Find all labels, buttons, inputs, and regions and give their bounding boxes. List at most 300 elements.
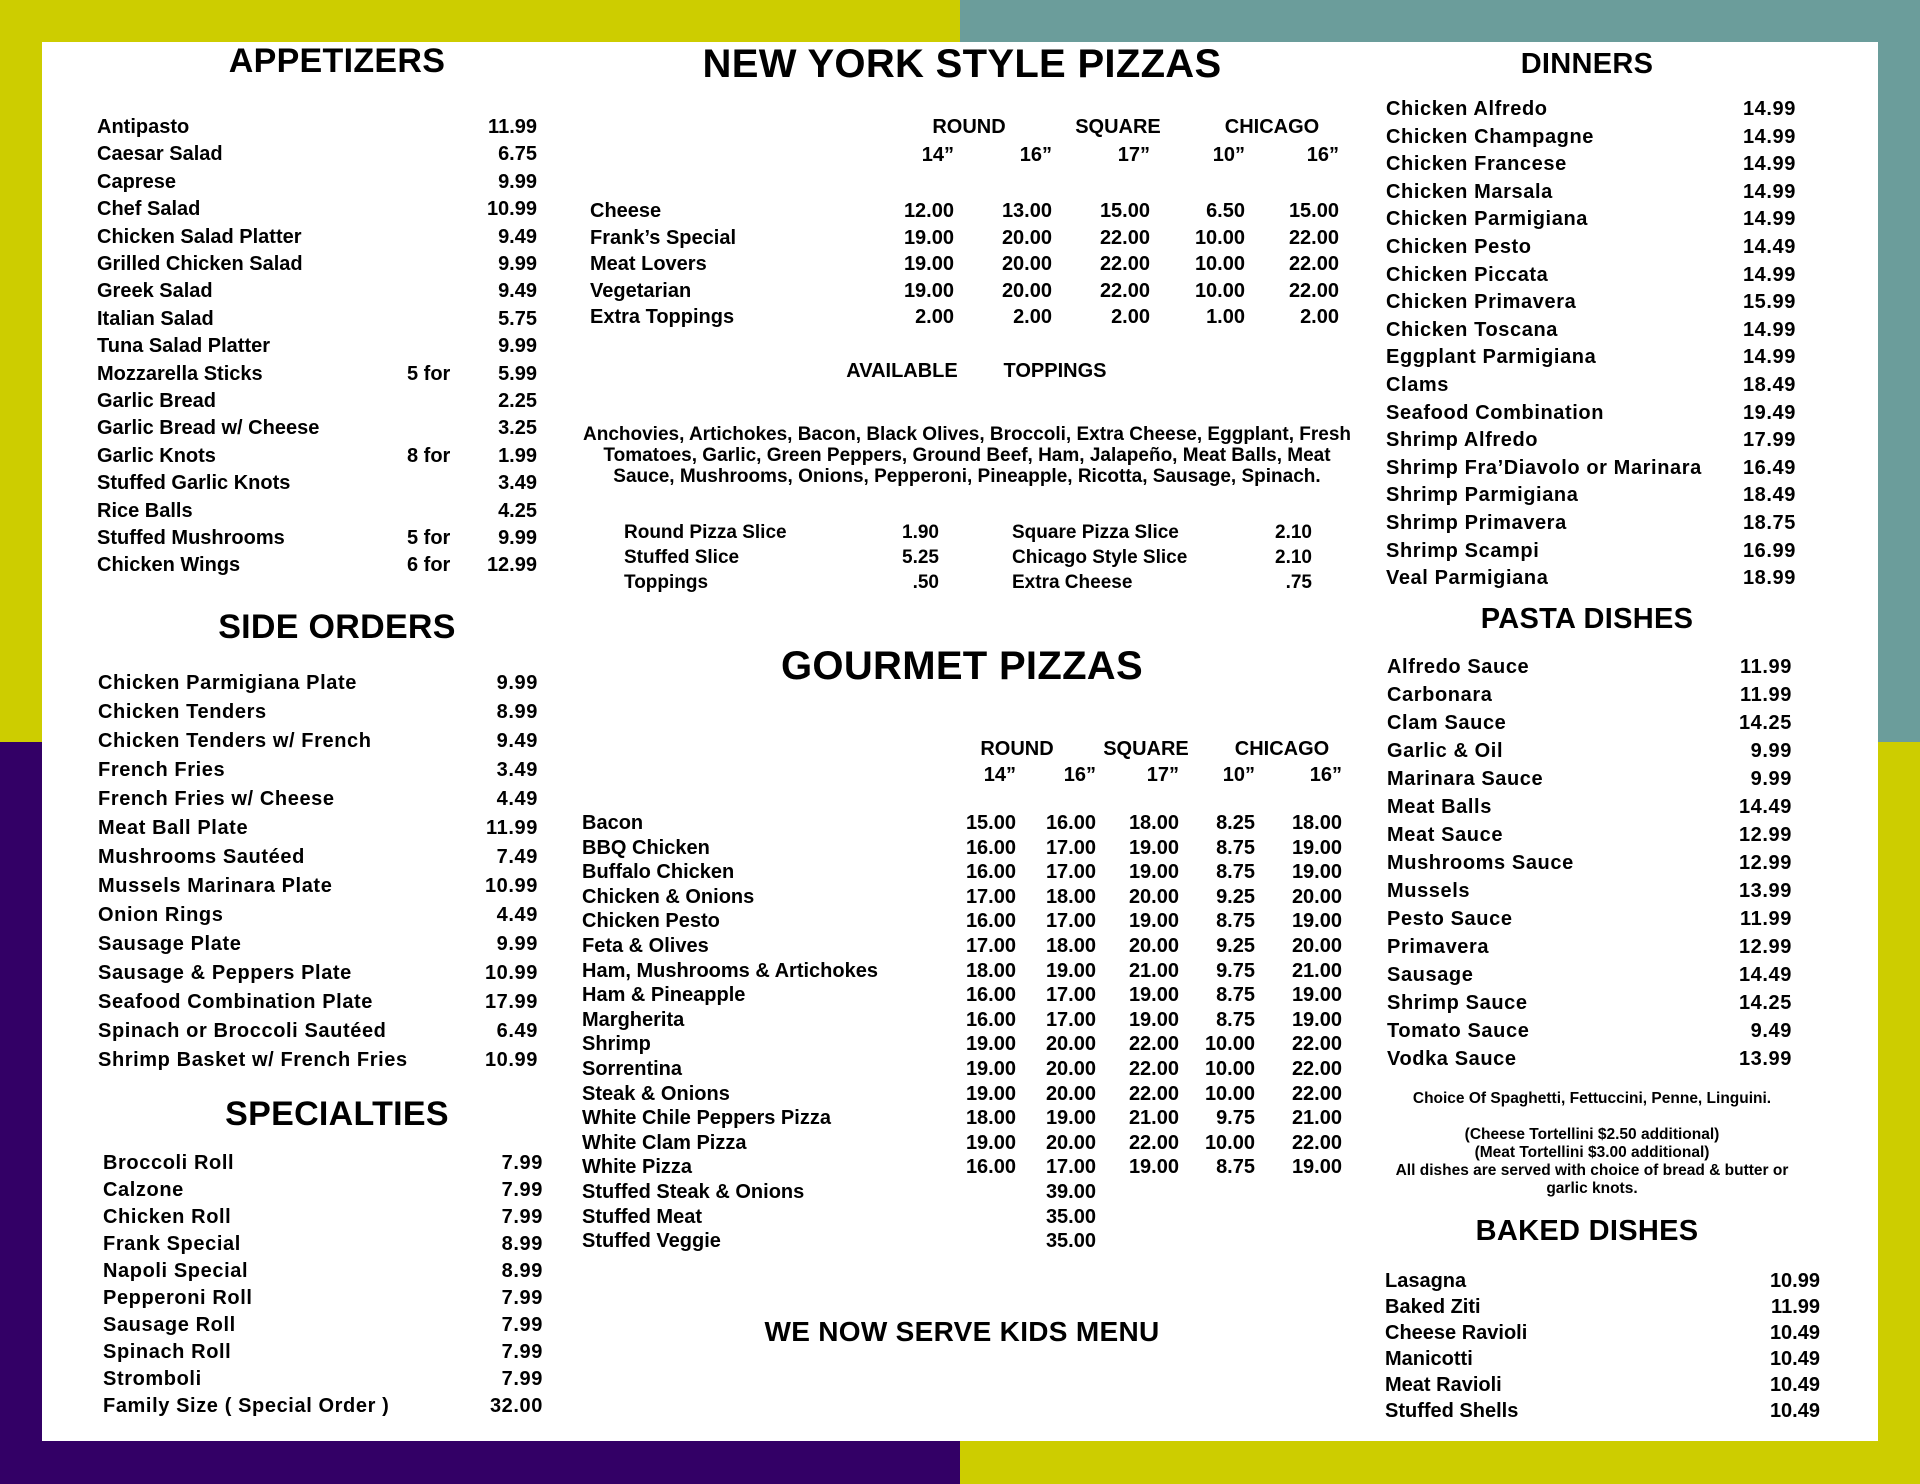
- toppings-title-available: AVAILABLE: [846, 360, 958, 382]
- item-name: Clam Sauce: [1387, 712, 1507, 734]
- kids-menu-note: WE NOW SERVE KIDS MENU: [764, 1316, 1160, 1347]
- pizza-price: 22.00: [1291, 1033, 1342, 1056]
- pizza-price: 19.00: [1291, 836, 1342, 859]
- baked-row: [1385, 1348, 1820, 1371]
- pizza-name: Bacon: [582, 812, 644, 834]
- pizza-price: 19.00: [1291, 984, 1342, 1007]
- item-name: Family Size ( Special Order ): [103, 1395, 390, 1417]
- item-price: 11.99: [1740, 908, 1792, 930]
- pizza-price: 22.00: [1128, 1058, 1179, 1080]
- item-name: Stromboli: [103, 1368, 202, 1390]
- item-price: 16.99: [1742, 539, 1796, 562]
- pizza-price: 18.00: [1045, 885, 1096, 908]
- pizza-price: 19.00: [903, 279, 954, 302]
- dinner-row: [1386, 291, 1796, 314]
- pizza-price: 20.00: [1045, 1033, 1096, 1056]
- slice-row: [1012, 547, 1312, 569]
- pizza-price: 2.00: [1300, 306, 1339, 328]
- pizza-price: 13.00: [1001, 200, 1052, 222]
- pizza-price: 8.75: [1216, 1008, 1255, 1031]
- dinner-row: [1386, 567, 1796, 590]
- appetizer-row: [97, 417, 537, 440]
- dinner-row: [1386, 153, 1796, 176]
- item-name: Calzone: [103, 1179, 184, 1201]
- gourmet-pizzas-title: GOURMET PIZZAS: [781, 644, 1143, 688]
- item-price: 10.99: [484, 875, 538, 897]
- appetizer-row: [97, 472, 537, 495]
- item-price: 3.25: [498, 417, 537, 440]
- item-count: 8 for: [407, 444, 451, 467]
- pizza-price: 2.00: [1111, 306, 1150, 328]
- pizza-name: Chicken & Onions: [582, 885, 755, 908]
- item-name: Chicken Tenders w/ French: [98, 730, 372, 752]
- slice-price: .75: [1285, 572, 1312, 593]
- pizza-price: 20.00: [1128, 885, 1179, 908]
- side-order-row: [98, 730, 538, 753]
- pizza-price: 19.00: [1291, 1156, 1342, 1179]
- pizza-name: Extra Toppings: [590, 306, 735, 328]
- item-price: 14.99: [1742, 346, 1796, 369]
- pasta-row: [1387, 880, 1792, 903]
- item-name: Pepperoni Roll: [103, 1287, 253, 1309]
- pizza-name: Meat Lovers: [590, 253, 707, 275]
- item-name: Napoli Special: [103, 1260, 249, 1282]
- pizza-price: 39.00: [1045, 1181, 1096, 1203]
- pizza-price: 15.00: [1288, 200, 1339, 222]
- item-price: 10.49: [1769, 1348, 1820, 1370]
- item-name: Caprese: [97, 170, 176, 193]
- item-name: Clams: [1386, 374, 1450, 396]
- item-price: 7.99: [501, 1341, 543, 1363]
- side-order-row: [98, 701, 538, 724]
- item-name: French Fries: [98, 759, 226, 781]
- item-name: Shrimp Alfredo: [1386, 429, 1539, 452]
- pizza-size-label: 16”: [1063, 764, 1096, 786]
- specialties-title: SPECIALTIES: [225, 1095, 449, 1133]
- item-price: 8.99: [501, 1260, 543, 1282]
- pizza-price: 18.00: [1128, 812, 1179, 834]
- pizza-price: 22.00: [1128, 1082, 1179, 1105]
- pizza-price: 10.00: [1204, 1131, 1255, 1154]
- specialty-row: [103, 1314, 543, 1337]
- pizza-price: 21.00: [1291, 1107, 1342, 1130]
- item-price: 32.00: [489, 1395, 543, 1417]
- pizza-price: 16.00: [965, 861, 1016, 884]
- item-name: Shrimp Sauce: [1387, 992, 1528, 1014]
- item-price: 9.49: [498, 225, 537, 248]
- item-price: 14.25: [1738, 992, 1792, 1014]
- item-price: 8.99: [496, 701, 538, 723]
- dinner-row: [1386, 319, 1796, 342]
- item-price: 14.25: [1738, 712, 1792, 734]
- item-name: French Fries w/ Cheese: [98, 788, 335, 810]
- dinner-row: [1386, 457, 1796, 480]
- pizza-price: 9.75: [1216, 1107, 1255, 1130]
- pizza-name: Vegetarian: [590, 279, 692, 302]
- item-name: Chicken Wings: [97, 554, 241, 577]
- dinner-row: [1386, 540, 1796, 563]
- item-name: Carbonara: [1387, 684, 1493, 706]
- item-name: Spinach or Broccoli Sautéed: [98, 1020, 387, 1042]
- pizza-size-label: 14”: [983, 764, 1016, 786]
- item-name: Greek Salad: [97, 280, 213, 303]
- item-price: 18.49: [1742, 484, 1796, 507]
- item-price: 9.99: [498, 170, 537, 193]
- pizza-price: 19.00: [903, 226, 954, 249]
- slice-name: Round Pizza Slice: [624, 522, 787, 543]
- pizza-price: 8.75: [1216, 910, 1255, 933]
- slice-row: [624, 572, 939, 594]
- item-name: Chicken Alfredo: [1386, 98, 1548, 120]
- pasta-note-meat-tortellini: (Meat Tortellini $3.00 additional): [1474, 1144, 1710, 1161]
- baked-row: [1385, 1322, 1820, 1345]
- appetizer-row: [97, 554, 537, 577]
- pizza-group-label: CHICAGO: [1224, 116, 1320, 138]
- item-name: Mozzarella Sticks: [97, 362, 263, 385]
- specialty-row: [103, 1287, 543, 1310]
- pizza-price: 18.00: [1291, 812, 1342, 834]
- pasta-row: [1387, 768, 1792, 791]
- pizza-price: 10.00: [1194, 226, 1245, 249]
- item-name: Meat Balls: [1387, 796, 1492, 818]
- pizza-price: 22.00: [1128, 1033, 1179, 1056]
- item-price: 9.49: [1750, 1020, 1792, 1042]
- item-price: 10.99: [1769, 1270, 1820, 1292]
- pizza-price: 20.00: [1291, 935, 1342, 957]
- pizza-price: 16.00: [965, 910, 1016, 933]
- item-price: 18.75: [1742, 512, 1796, 534]
- item-name: Chicken Salad Platter: [97, 225, 302, 248]
- dinner-row: [1386, 126, 1796, 149]
- pizza-group-label: SQUARE: [1075, 116, 1161, 138]
- pasta-row: [1387, 1020, 1792, 1043]
- item-price: 4.49: [496, 788, 538, 810]
- dinners-title: DINNERS: [1520, 48, 1654, 80]
- pizza-price: 16.00: [965, 836, 1016, 859]
- menu-panel: [42, 42, 1878, 1441]
- pizza-price: 8.75: [1216, 861, 1255, 884]
- pasta-row: [1387, 684, 1792, 707]
- item-price: 12.99: [486, 554, 537, 577]
- pizza-price: 20.00: [1001, 226, 1052, 249]
- dinner-row: [1386, 346, 1796, 369]
- pasta-row: [1387, 992, 1792, 1015]
- item-price: 6.49: [496, 1020, 538, 1042]
- item-price: 14.99: [1742, 180, 1796, 203]
- item-price: 14.49: [1738, 964, 1792, 986]
- pasta-row: [1387, 656, 1792, 679]
- item-price: 7.99: [501, 1314, 543, 1336]
- pizza-price: 19.00: [1291, 910, 1342, 933]
- item-price: 11.99: [488, 116, 537, 138]
- pizza-price: 20.00: [1045, 1082, 1096, 1105]
- pizza-price: 19.00: [1045, 959, 1096, 982]
- item-name: Chicken Marsala: [1386, 180, 1553, 203]
- item-price: 17.99: [484, 991, 538, 1013]
- item-name: Marinara Sauce: [1387, 768, 1544, 790]
- dinner-row: [1386, 181, 1796, 204]
- pizza-price: 8.75: [1216, 1156, 1255, 1179]
- dinner-row: [1386, 208, 1796, 231]
- item-name: Shrimp Basket w/ French Fries: [98, 1049, 408, 1071]
- pasta-row: [1387, 740, 1792, 763]
- pizza-price: 17.00: [1045, 910, 1096, 933]
- pizza-name: Shrimp: [582, 1033, 651, 1056]
- item-price: 2.25: [498, 390, 537, 412]
- pizza-price: 9.75: [1216, 959, 1255, 982]
- pasta-row: [1387, 1048, 1792, 1071]
- item-name: Stuffed Shells: [1385, 1400, 1519, 1422]
- pasta-title: PASTA DISHES: [1480, 603, 1694, 635]
- item-name: Frank Special: [103, 1233, 241, 1255]
- item-name: Chicken Pesto: [1386, 236, 1532, 258]
- item-price: 16.49: [1742, 456, 1796, 479]
- dinner-row: [1386, 264, 1796, 287]
- item-name: Mushrooms Sauce: [1387, 852, 1574, 874]
- pizza-size-label: 16”: [1306, 144, 1339, 166]
- pizza-name: White Chile Peppers Pizza: [582, 1107, 831, 1130]
- pizza-price: 19.00: [1128, 910, 1179, 933]
- pizza-size-label: 17”: [1146, 764, 1179, 786]
- item-name: Garlic & Oil: [1387, 740, 1504, 762]
- pizza-price: 9.25: [1216, 885, 1255, 908]
- item-price: 10.49: [1769, 1400, 1820, 1422]
- item-count: 5 for: [407, 362, 451, 385]
- pizza-size-label: 10”: [1222, 764, 1255, 786]
- item-price: 10.49: [1769, 1322, 1820, 1344]
- pizza-price: 19.00: [1045, 1107, 1096, 1130]
- item-name: Stuffed Garlic Knots: [97, 472, 291, 495]
- item-name: Onion Rings: [98, 904, 224, 926]
- appetizer-row: [97, 171, 537, 194]
- item-price: 10.99: [484, 1049, 538, 1071]
- item-name: Primavera: [1387, 936, 1490, 958]
- item-name: Sausage Plate: [98, 933, 242, 955]
- item-count: 6 for: [407, 554, 451, 577]
- item-name: Chicken Primavera: [1386, 291, 1577, 314]
- side-order-row: [98, 759, 538, 782]
- pizza-size-label: 16”: [1019, 144, 1052, 166]
- item-name: Baked Ziti: [1385, 1296, 1481, 1318]
- item-name: Meat Ravioli: [1385, 1374, 1502, 1396]
- pizza-price: 10.00: [1194, 253, 1245, 275]
- item-name: Manicotti: [1385, 1348, 1473, 1370]
- item-price: 10.49: [1769, 1374, 1820, 1396]
- pizza-name: Cheese: [590, 200, 662, 222]
- pasta-row: [1387, 964, 1792, 987]
- item-name: Alfredo Sauce: [1387, 656, 1530, 678]
- item-price: 11.99: [1740, 656, 1792, 678]
- pizza-price: 22.00: [1128, 1131, 1179, 1154]
- dinner-row: [1386, 512, 1796, 535]
- pizza-price: 18.00: [965, 959, 1016, 982]
- baked-row: [1385, 1270, 1820, 1293]
- item-count: 5 for: [407, 527, 451, 549]
- pizza-price: 8.75: [1216, 984, 1255, 1007]
- dinner-row: [1386, 402, 1796, 425]
- item-name: Tuna Salad Platter: [97, 335, 271, 358]
- pizza-name: Stuffed Steak & Onions: [582, 1181, 805, 1203]
- pizza-price: 19.00: [903, 253, 954, 275]
- pizza-price: 35.00: [1045, 1205, 1096, 1228]
- pizza-price: 8.25: [1216, 812, 1255, 834]
- pizza-price: 20.00: [1001, 279, 1052, 302]
- pizza-price: 17.00: [1045, 861, 1096, 884]
- slice-name: Extra Cheese: [1012, 572, 1133, 593]
- pizza-price: 10.00: [1204, 1033, 1255, 1056]
- pizza-price: 8.75: [1216, 836, 1255, 859]
- pizza-name: Chicken Pesto: [582, 910, 720, 933]
- pizza-price: 19.00: [1128, 836, 1179, 859]
- pizza-price: 20.00: [1291, 885, 1342, 908]
- pizza-name: White Pizza: [582, 1156, 693, 1179]
- item-price: 14.49: [1738, 796, 1792, 818]
- appetizer-row: [97, 363, 537, 386]
- pasta-row: [1387, 908, 1792, 931]
- item-price: 12.99: [1738, 824, 1792, 846]
- slice-price: 2.10: [1275, 522, 1312, 543]
- pizza-price: 16.00: [965, 1156, 1016, 1179]
- pizza-group-label: SQUARE: [1103, 738, 1189, 760]
- pizza-price: 2.00: [1013, 306, 1052, 328]
- item-price: 14.99: [1742, 98, 1796, 120]
- item-name: Mussels: [1387, 880, 1471, 902]
- pizza-price: 18.00: [965, 1107, 1016, 1130]
- item-price: 9.49: [496, 730, 538, 752]
- item-price: 9.99: [496, 672, 538, 694]
- side-order-row: [98, 788, 538, 811]
- pizza-name: White Clam Pizza: [582, 1131, 747, 1154]
- item-name: Broccoli Roll: [103, 1152, 235, 1174]
- dinner-row: [1386, 236, 1796, 259]
- item-price: 15.99: [1742, 291, 1796, 314]
- pizza-price: 6.50: [1206, 200, 1245, 222]
- pizza-name: Buffalo Chicken: [582, 861, 735, 884]
- pizza-price: 20.00: [1128, 935, 1179, 957]
- pizza-price: 17.00: [1045, 1156, 1096, 1179]
- item-price: 17.99: [1742, 429, 1796, 452]
- item-name: Veal Parmigiana: [1386, 567, 1549, 590]
- dinner-row: [1386, 98, 1796, 121]
- item-name: Sausage & Peppers Plate: [98, 962, 352, 984]
- dinner-row: [1386, 484, 1796, 507]
- item-name: Chicken Tenders: [98, 701, 267, 723]
- item-name: Chicken Toscana: [1386, 318, 1559, 341]
- slice-row: [1012, 572, 1312, 594]
- ny-pizzas-title: NEW YORK STYLE PIZZAS: [702, 42, 1222, 86]
- pizza-price: 19.00: [1291, 861, 1342, 884]
- pizza-price: 21.00: [1128, 959, 1179, 982]
- pizza-price: 22.00: [1099, 226, 1150, 249]
- item-price: 19.49: [1742, 401, 1796, 424]
- pizza-price: 19.00: [965, 1058, 1016, 1080]
- pizza-price: 22.00: [1288, 279, 1339, 302]
- item-price: 7.99: [501, 1179, 543, 1201]
- pizza-price: 19.00: [1128, 861, 1179, 884]
- item-name: Vodka Sauce: [1387, 1048, 1517, 1070]
- pizza-price: 22.00: [1291, 1131, 1342, 1154]
- pasta-note-choice: Choice Of Spaghetti, Fettuccini, Penne, Linguini.: [1412, 1090, 1772, 1107]
- toppings-list-text: Anchovies, Artichokes, Bacon, Black Olives, Broccoli, Extra Cheese, Eggplant, Fresh Tomatoes, Garlic, Green Peppers, Ground Beef, Ham, Jalapeño, Meat Balls, Meat Sauce, Mushrooms, Onions, Pepperoni, Pineapple, Ricotta, Sausage, Spinach.: [583, 424, 1351, 487]
- item-name: Spinach Roll: [103, 1341, 232, 1363]
- item-name: Shrimp Primavera: [1386, 512, 1567, 534]
- pizza-size-label: 14”: [921, 144, 954, 166]
- item-price: 14.99: [1742, 318, 1796, 341]
- pizza-price: 16.00: [965, 1008, 1016, 1031]
- item-name: Caesar Salad: [97, 143, 223, 166]
- specialty-row: [103, 1395, 543, 1418]
- item-price: 13.99: [1738, 880, 1792, 902]
- slice-price: 2.10: [1275, 547, 1312, 568]
- pizza-price: 10.00: [1204, 1082, 1255, 1105]
- item-name: Tomato Sauce: [1387, 1020, 1530, 1042]
- pizza-name: Steak & Onions: [582, 1082, 730, 1105]
- pizza-price: 17.00: [1045, 836, 1096, 859]
- item-price: 4.25: [498, 499, 537, 522]
- item-name: Chicken Parmigiana Plate: [98, 672, 357, 694]
- item-name: Shrimp Scampi: [1386, 539, 1540, 562]
- baked-row: [1385, 1374, 1820, 1397]
- pizza-price: 22.00: [1288, 253, 1339, 275]
- baked-title: BAKED DISHES: [1475, 1215, 1699, 1247]
- item-name: Chicken Francese: [1386, 153, 1567, 176]
- pizza-group-label: ROUND: [980, 738, 1054, 760]
- pizza-price: 17.00: [1045, 1008, 1096, 1031]
- pizza-price: 10.00: [1194, 279, 1245, 302]
- appetizer-row: [97, 500, 537, 523]
- pizza-name: Stuffed Veggie: [582, 1230, 721, 1253]
- item-price: 18.49: [1742, 374, 1796, 396]
- pasta-note-served-with: All dishes are served with choice of bread & butter or garlic knots.: [1395, 1162, 1789, 1197]
- appetizer-row: [97, 390, 537, 413]
- item-price: 6.75: [498, 143, 537, 166]
- pizza-price: 35.00: [1045, 1230, 1096, 1253]
- pizza-name: Feta & Olives: [582, 935, 709, 957]
- pizza-price: 20.00: [1045, 1058, 1096, 1080]
- slice-price: 5.25: [902, 547, 939, 568]
- item-price: 3.49: [498, 472, 537, 495]
- pizza-price: 17.00: [965, 885, 1016, 908]
- item-price: 9.99: [496, 933, 538, 955]
- appetizer-row: [97, 116, 537, 139]
- pasta-row: [1387, 796, 1792, 819]
- pasta-note-cheese-tortellini: (Cheese Tortellini $2.50 additional): [1464, 1126, 1720, 1143]
- pizza-price: 15.00: [1099, 200, 1150, 222]
- slice-price: 1.90: [902, 522, 939, 543]
- item-name: Shrimp Parmigiana: [1386, 484, 1579, 507]
- pizza-name: Ham, Mushrooms & Artichokes: [582, 959, 878, 982]
- pizza-price: 21.00: [1291, 959, 1342, 982]
- item-price: 5.99: [498, 362, 537, 385]
- pizza-price: 21.00: [1128, 1107, 1179, 1130]
- item-price: 11.99: [486, 817, 538, 839]
- item-price: 13.99: [1738, 1048, 1792, 1070]
- pizza-name: Frank’s Special: [590, 226, 736, 249]
- slice-row: [1012, 522, 1312, 544]
- item-price: 14.49: [1742, 236, 1796, 258]
- pasta-row: [1387, 852, 1792, 875]
- item-price: 9.99: [498, 335, 537, 358]
- item-price: 12.99: [1738, 936, 1792, 958]
- pizza-size-label: 17”: [1117, 144, 1150, 166]
- pizza-price: 2.00: [915, 306, 954, 328]
- item-name: Stuffed Mushrooms: [97, 527, 285, 549]
- item-name: Cheese Ravioli: [1385, 1322, 1528, 1344]
- pizza-name: BBQ Chicken: [582, 836, 710, 859]
- pizza-price: 19.00: [965, 1082, 1016, 1105]
- item-name: Chicken Roll: [103, 1206, 232, 1228]
- specialty-row: [103, 1368, 543, 1391]
